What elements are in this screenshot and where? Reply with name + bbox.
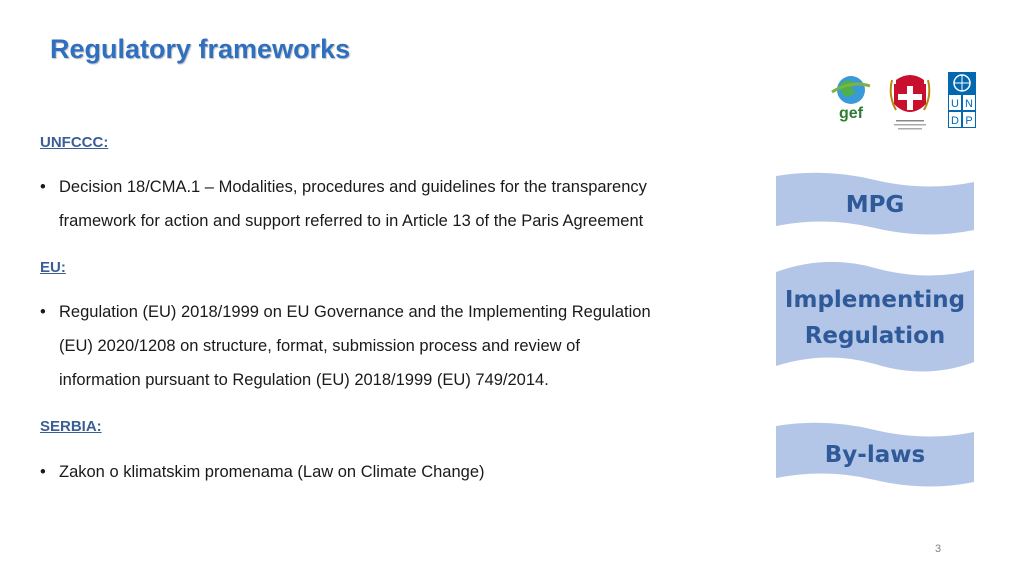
bullet-eu-regulation <box>40 295 651 397</box>
bullet-line: (EU) 2020/1208 on structure, format, submission process and review of <box>59 337 580 355</box>
partner-logos <box>830 70 980 132</box>
bullet-line: framework for action and support referred to in Article 13 of the Paris Agreement <box>59 212 644 230</box>
slide-title: Regulatory frameworks <box>50 34 351 64</box>
serbia-coat-of-arms-logo <box>888 70 932 132</box>
section-heading-eu: EU: <box>40 259 66 276</box>
banner-label-mpg: MPG <box>845 192 905 218</box>
banner-label-by-laws: By-laws <box>824 442 926 468</box>
gef-logo-text: gef <box>839 105 863 122</box>
bullet-dot: • <box>40 303 46 321</box>
bullet-line: Regulation (EU) 2018/1999 on EU Governance and the Implementing Regulation <box>59 303 651 321</box>
banner-by-laws <box>776 422 974 488</box>
section-heading-serbia: SERBIA: <box>40 418 102 435</box>
undp-logo <box>948 72 976 128</box>
bullet-dot: • <box>40 463 46 481</box>
undp-letter-d: D <box>951 115 959 127</box>
banner-implementing-regulation <box>776 258 974 376</box>
banner-mpg <box>776 172 974 236</box>
banner-label-implementing: Implementing <box>784 287 966 313</box>
bullet-dot: • <box>40 178 46 196</box>
gef-logo <box>830 74 872 124</box>
bullet-line: Decision 18/CMA.1 – Modalities, procedures and guidelines for the transparency <box>59 178 647 196</box>
bullet-line: Zakon o klimatskim promenama (Law on Climate Change) <box>59 463 485 481</box>
bullet-unfccc-decision <box>40 170 647 238</box>
banner-label-regulation: Regulation <box>804 323 946 349</box>
section-heading-unfccc: UNFCCC: <box>40 134 109 151</box>
undp-letter-u: U <box>951 98 959 110</box>
undp-letter-n: N <box>965 98 973 110</box>
page-number: 3 <box>935 543 942 555</box>
undp-letter-p: P <box>965 115 973 127</box>
bullet-serbia-law <box>40 455 485 489</box>
bullet-line: information pursuant to Regulation (EU) 2018/1999 (EU) 749/2014. <box>59 371 549 389</box>
